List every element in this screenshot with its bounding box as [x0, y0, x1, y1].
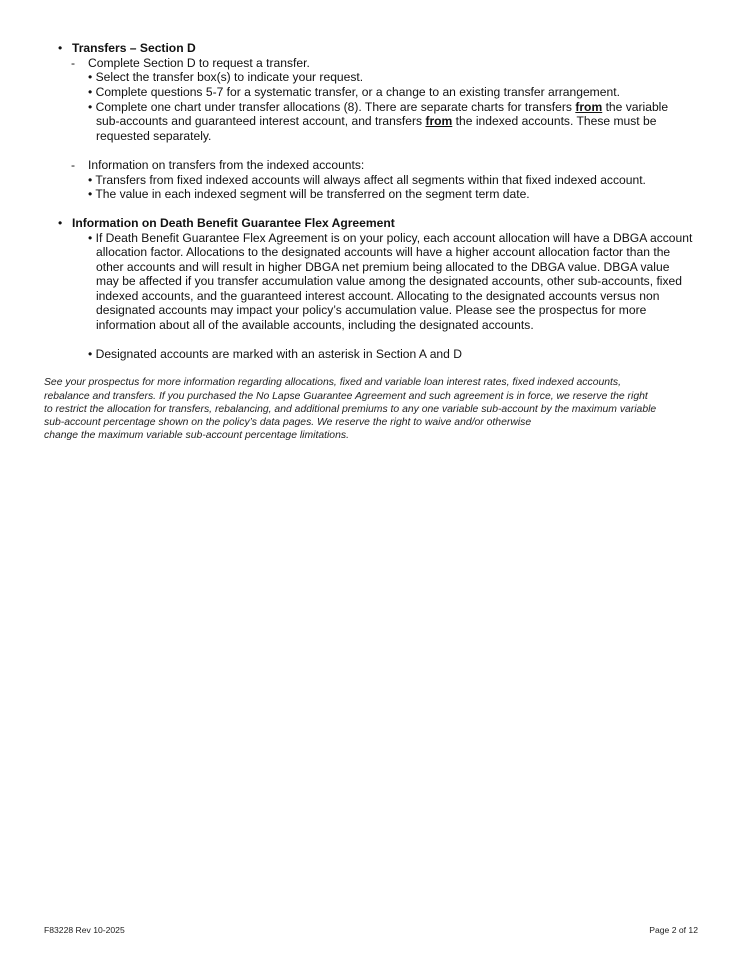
dbga-paragraph-line: information about all of the available accounts, including the designated accounts.	[96, 318, 534, 332]
dbga-heading: Information on Death Benefit Guarantee Flex Agreement	[72, 216, 395, 230]
section-d-sub-5: • The value in each indexed segment will be transferred on the segment term date.	[88, 187, 530, 201]
dbga-paragraph-line: other accounts and will result in higher DBGA net premium being allocated to the DBGA value. DBGA value	[96, 260, 670, 274]
section-d-sub-1: • Select the transfer box(s) to indicate your request.	[88, 70, 364, 84]
section-d-sub-2: • Complete questions 5-7 for a systematic transfer, or a change to an existing transfer arrangement.	[88, 85, 620, 99]
dbga-paragraph-line: • If Death Benefit Guarantee Flex Agreement is on your policy, each account allocation will have a DBGA account	[88, 231, 693, 245]
section-d-heading: Transfers – Section D	[72, 41, 196, 55]
section-d-sub-3-line-3: requested separately.	[96, 129, 212, 143]
sub-3-text-a: • Complete one chart under transfer allocations (8). There are separate charts for transfers	[88, 100, 576, 114]
section-d-sub-3-line-2	[96, 114, 656, 129]
sub-3-text-c: sub-accounts and guaranteed interest account, and transfers	[96, 114, 426, 128]
from-emphasis: from	[425, 114, 453, 128]
disclaimer-line: See your prospectus for more information regarding allocations, fixed and variable loan interest rates, fixed indexed accounts,	[44, 377, 622, 388]
section-d-item-1: Complete Section D to request a transfer.	[88, 56, 310, 70]
dbga-paragraph-line: allocation factor. Allocations to the designated accounts will have a higher account allocation factor than the	[96, 245, 671, 259]
bullet-dot: •	[58, 41, 63, 55]
disclaimer-line: change the maximum variable sub-account percentage limitations.	[44, 430, 349, 441]
sub-3-text-d: the indexed accounts. These must be	[452, 114, 657, 128]
sub-3-text-b: the variable	[602, 100, 669, 114]
form-number: F83228 Rev 10-2025	[44, 925, 125, 935]
page-number: Page 2 of 12	[649, 925, 698, 935]
dbga-designated-note: • Designated accounts are marked with an asterisk in Section A and D	[88, 347, 462, 361]
section-d-sub-4: • Transfers from fixed indexed accounts will always affect all segments within that fixed indexed account.	[88, 173, 646, 187]
dbga-paragraph-line: designated accounts may impact your policy’s accumulation value. Please see the prospectus for more	[96, 303, 647, 317]
disclaimer-line: rebalance and transfers. If you purchased the No Lapse Guarantee Agreement and such agreement is in force, we reserve the right	[44, 391, 648, 402]
disclaimer-line: sub-account percentage shown on the policy’s data pages. We reserve the right to waive and/or otherwise	[44, 417, 532, 428]
disclaimer-line: to restrict the allocation for transfers, rebalancing, and additional premiums to any one variable sub-account by the maximum variable	[44, 404, 657, 415]
dbga-paragraph-line: indexed accounts, and the guaranteed interest account. Allocating to the designated accounts versus non	[96, 289, 660, 303]
bullet-dot: •	[58, 216, 63, 230]
dash-marker: -	[71, 56, 76, 70]
from-emphasis: from	[575, 100, 603, 114]
dash-marker: -	[71, 158, 76, 172]
section-d-sub-3-line-1	[88, 100, 668, 115]
section-d-item-2: Information on transfers from the indexed accounts:	[88, 158, 365, 172]
dbga-paragraph-line: may be affected if you transfer accumulation value among the designated accounts, other sub-accounts, fixed	[96, 274, 682, 288]
